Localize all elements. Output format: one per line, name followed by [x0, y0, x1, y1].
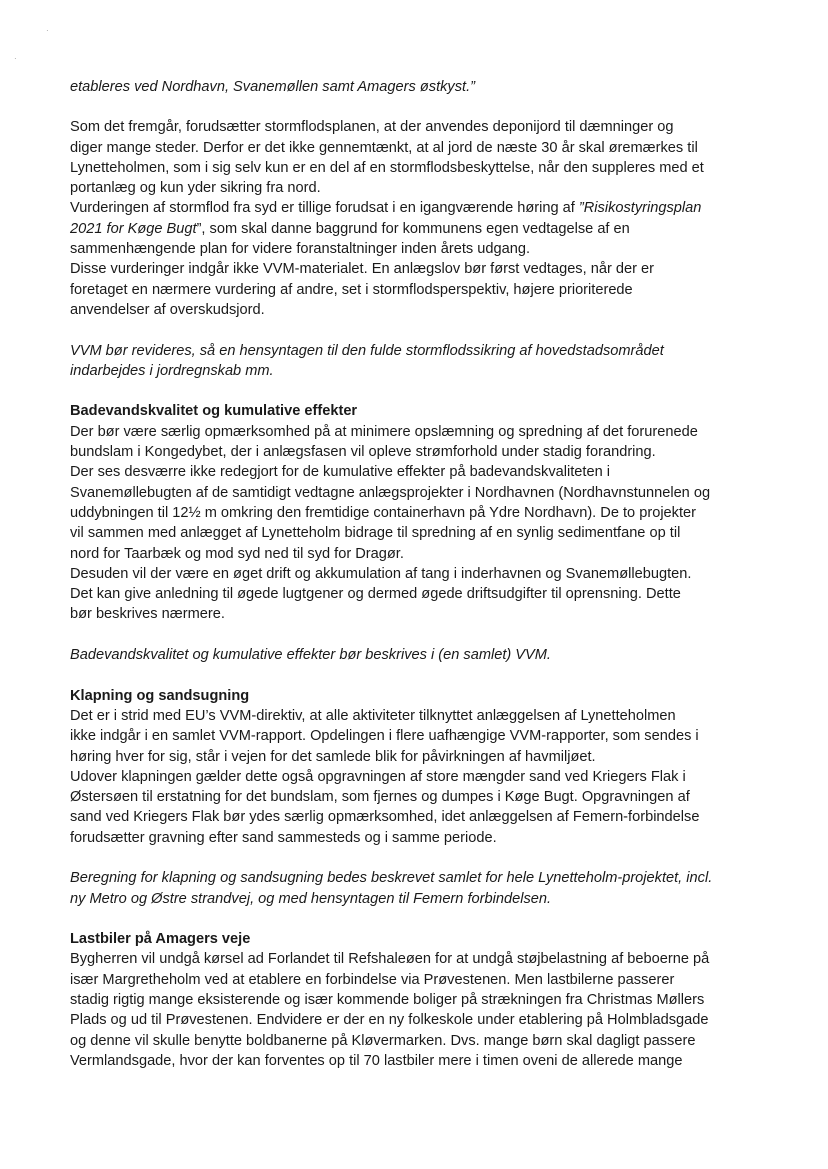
paragraph-line: Som det fremgår, forudsætter stormflodsplanen, at der anvendes deponijord til dæmninger og: [70, 119, 674, 136]
scan-speck: ·: [14, 54, 17, 63]
paragraph-line: nord for Taarbæk og mod syd ned til syd for Dragør.: [70, 545, 404, 562]
paragraph-line: Bygherren vil undgå kørsel ad Forlandet til Refshaleøen for at undgå støjbelastning af beboerne på: [70, 951, 710, 968]
paragraph-line: Udover klapningen gælder dette også opgravningen af store mængder sand ved Kriegers Flak i: [70, 768, 686, 785]
paragraph-line: sammenhængende plan for videre foranstaltninger inden årets udgang.: [70, 241, 531, 258]
document-title-ref: ”Risikostyringsplan: [578, 200, 702, 217]
paragraph-line: [70, 219, 760, 239]
document-title-ref: 2021 for Køge Bugt: [70, 220, 197, 237]
paragraph-line: foretaget en nærmere vurdering af andre, set i stormflodsperspektiv, højere prioriterede: [70, 281, 633, 298]
paragraph-line: Disse vurderinger indgår ikke VVM-materialet. En anlægslov bør først vedtages, når der er: [70, 261, 654, 278]
conclusion-line: VVM bør revideres, så en hensyntagen til den fulde stormflodssikring af hovedstadsområdet: [70, 342, 664, 359]
paragraph-line: sand ved Kriegers Flak bør ydes særlig opmærksomhed, idet anlæggelsen af Femern-forbindelse: [70, 809, 700, 826]
paragraph-line: Vermlandsgade, hvor der kan forventes op til 70 lastbiler mere i timen oveni de allerede mange: [70, 1052, 683, 1069]
paragraph-line: bør beskrives nærmere.: [70, 606, 225, 623]
quote-end: etableres ved Nordhavn, Svanemøllen samt Amagers østkyst.”: [70, 79, 475, 95]
paragraph-line: portanlæg og kun yder sikring fra nord.: [70, 180, 321, 197]
section-heading: Klapning og sandsugning: [70, 687, 250, 704]
paragraph-line: Desuden vil der være en øget drift og akkumulation af tang i inderhavnen og Svanemøllebugten.: [70, 565, 692, 582]
paragraph-line: Plads og ud til Prøvestenen. Endvidere er der en ny folkeskole under etablering på Holmbladsgade: [70, 1012, 709, 1029]
paragraph-line: anvendelser af overskudsjord.: [70, 301, 265, 318]
paragraph-line: ikke indgår i en samlet VVM-rapport. Opdelingen i flere uafhængige VVM-rapporter, som sendes i: [70, 728, 699, 745]
document-page: [70, 77, 760, 1071]
paragraph-line: Det er i strid med EU’s VVM-direktiv, at alle aktiviteter tilknyttet anlæggelsen af Lynetteholmen: [70, 707, 676, 724]
paragraph-line: og denne vil skulle benytte boldbanerne på Kløvermarken. Dvs. mange børn skal dagligt passere: [70, 1032, 696, 1049]
paragraph-line: Der ses desværre ikke redegjort for de kumulative effekter på badevandskvaliteten i: [70, 464, 610, 481]
conclusion-line: Badevandskvalitet og kumulative effekter bør beskrives i (en samlet) VVM.: [70, 647, 551, 664]
conclusion-line: indarbejdes i jordregnskab mm.: [70, 362, 274, 379]
section-heading: Lastbiler på Amagers veje: [70, 931, 251, 948]
text-run: ”, som skal danne baggrund for kommunens egen vedtagelse af en: [196, 220, 630, 237]
paragraph-line: Der bør være særlig opmærksomhed på at minimere opslæmning og spredning af det forurenede: [70, 423, 698, 440]
paragraph-line: uddybningen til 12½ m omkring den fremtidige containerhavn på Ydre Nordhavn). De to projekter: [70, 504, 696, 521]
paragraph-line: [70, 198, 760, 218]
paragraph-line: Lynetteholmen, som i sig selv kun er en del af en stormflodsbeskyttelse, når den suppleres med et: [70, 159, 704, 176]
paragraph-line: Østersøen til erstatning for det bundslam, som fjernes og dumpes i Køge Bugt. Opgravningen af: [70, 789, 690, 806]
paragraph-line: vil sammen med anlægget af Lynetteholm bidrage til spredning af en synlig sedimentfane op til: [70, 525, 681, 542]
paragraph-line: bundslam i Kongedybet, der i anlægsfasen vil opleve strømforhold under stadig forandring.: [70, 444, 656, 461]
paragraph-line: Det kan give anledning til øgede lugtgener og dermed øgede driftsudgifter til oprensning. Dette: [70, 586, 681, 603]
conclusion-line: ny Metro og Østre strandvej, og med hensyntagen til Femern forbindelsen.: [70, 890, 552, 907]
section-heading: Badevandskvalitet og kumulative effekter: [70, 403, 358, 420]
text-run: Vurderingen af stormflod fra syd er tillige forudsat i en igangværende høring af: [70, 200, 579, 217]
conclusion-line: Beregning for klapning og sandsugning bedes beskrevet samlet for hele Lynetteholm-projektet, incl.: [70, 870, 713, 887]
paragraph-line: diger mange steder. Derfor er det ikke gennemtænkt, at al jord de næste 30 år skal øremærkes til: [70, 139, 698, 156]
paragraph-line: især Margretheholm ved at etablere en forbindelse via Prøvestenen. Men lastbilerne passerer: [70, 971, 675, 988]
scan-speck: ·: [46, 26, 49, 35]
paragraph-line: forudsætter gravning efter sand sammesteds og i samme periode.: [70, 829, 497, 846]
paragraph-line: høring hver for sig, står i vejen for det samlede blik for påvirkningen af havmiljøet.: [70, 748, 596, 765]
paragraph-line: Svanemøllebugten af de samtidigt vedtagne anlægsprojekter i Nordhavnen (Nordhavnstunnelen og: [70, 484, 711, 501]
paragraph-line: stadig rigtig mange eksisterende og især kommende boliger på strækningen fra Christmas Møllers: [70, 992, 705, 1009]
